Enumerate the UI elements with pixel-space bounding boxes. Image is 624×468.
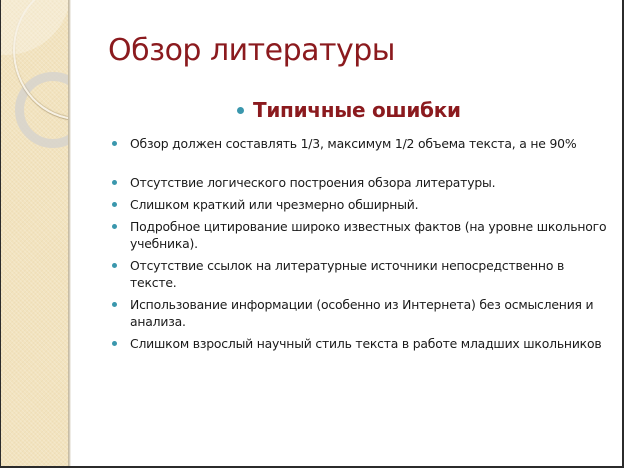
list-item-text: Использование информации (особенно из Интернета) без осмысления и анализа.	[130, 297, 594, 329]
list-item-text: Обзор должен составлять 1/3, максимум 1/2 объема текста, а не 90%	[130, 136, 577, 151]
bullet-dot-icon	[112, 302, 117, 307]
list-item-text: Отсутствие логического построения обзора литературы.	[130, 175, 496, 190]
bullet-dot-icon	[112, 180, 117, 185]
bullet-dot-icon	[112, 224, 117, 229]
bullet-dot-icon	[237, 107, 244, 114]
bullet-dot-icon	[112, 263, 117, 268]
bullet-dot-icon	[112, 141, 117, 146]
bullet-dot-icon	[112, 202, 117, 207]
list-item	[111, 196, 611, 213]
bullet-dot-icon	[112, 341, 117, 346]
slide	[1, 0, 622, 466]
list-item	[111, 135, 611, 152]
list-item-text: Подробное цитирование широко известных фактов (на уровне школьного учебника).	[130, 219, 607, 251]
list-item	[111, 296, 611, 330]
list-item	[111, 335, 611, 352]
panel-shadow-divider	[68, 0, 71, 466]
list-item-text: Слишком краткий или чрезмерно обширный.	[130, 197, 419, 212]
list-item-text: Слишком взрослый научный стиль текста в работе младших школьников	[130, 336, 602, 351]
subtitle-text: Типичные ошибки	[253, 98, 461, 122]
decorative-side-panel	[1, 0, 68, 466]
slide-title: Обзор литературы	[108, 33, 395, 68]
list-item-text: Отсутствие ссылок на литературные источники непосредственно в тексте.	[130, 258, 565, 290]
subtitle-heading	[237, 98, 461, 122]
list-item	[111, 257, 611, 291]
list-item	[111, 174, 611, 191]
list-item	[111, 218, 611, 252]
error-list	[111, 135, 611, 357]
